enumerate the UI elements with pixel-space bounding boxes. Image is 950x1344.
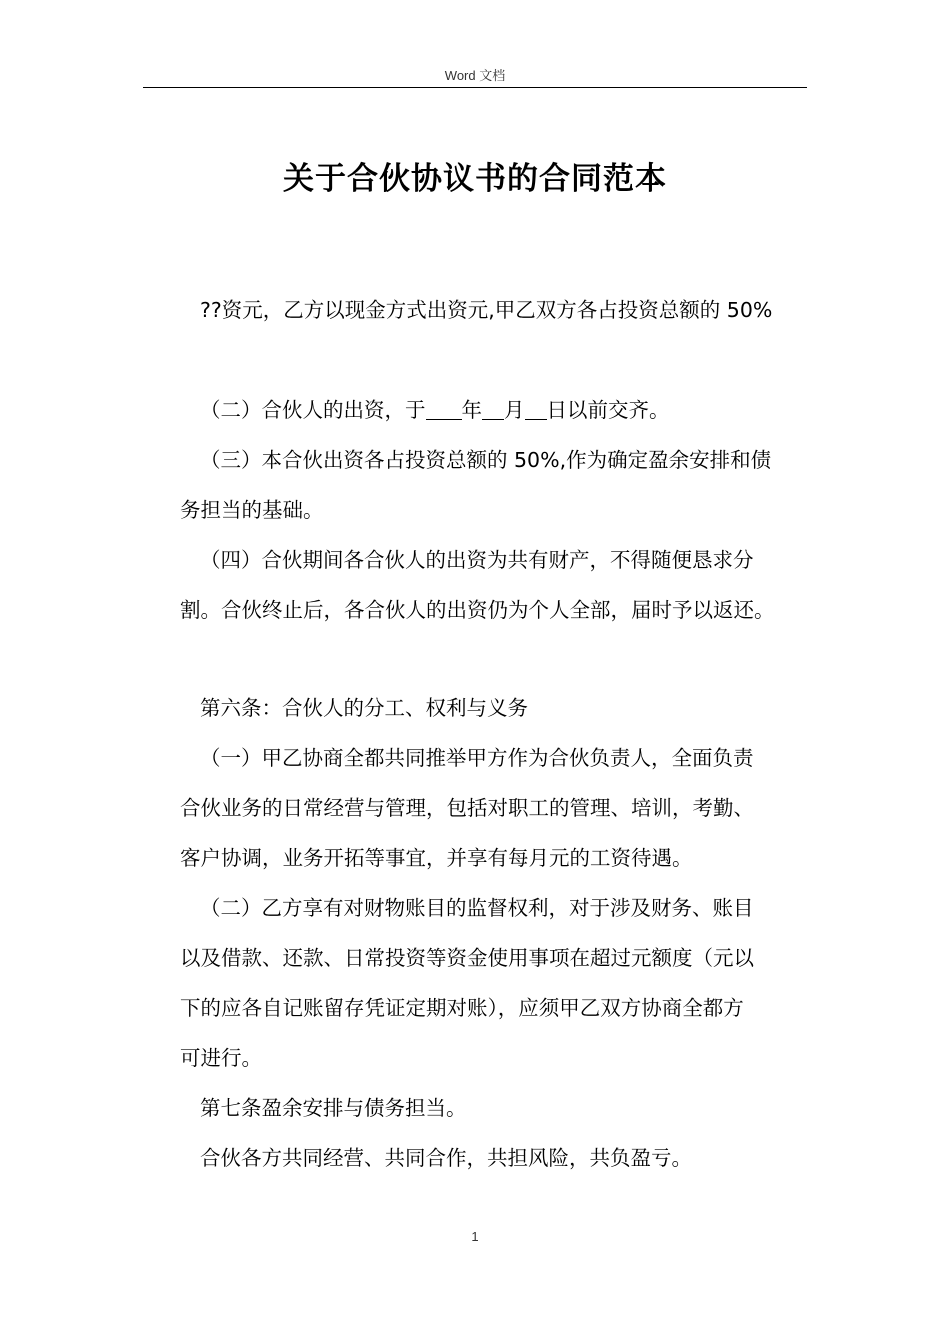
paragraph-contribution-date xyxy=(180,385,840,435)
article-heading: 第七条盈余安排与债务担当。 xyxy=(200,1096,467,1120)
paragraph-line: 务担当的基础。 xyxy=(180,498,324,522)
article-heading: 第六条：合伙人的分工、权利与义务 xyxy=(200,696,528,720)
page-number: 1 xyxy=(471,1229,479,1244)
paragraph-line: 下的应各自记账留存凭证定期对账），应须甲乙双方协商全都方 xyxy=(180,996,744,1020)
paragraph-line: 客户协调，业务开拓等事宜，并享有每月元的工资待遇。 xyxy=(180,846,693,870)
paragraph-line: 合伙各方共同经营、共同合作，共担风险，共负盈亏。 xyxy=(200,1146,692,1170)
blank-day xyxy=(525,397,547,420)
text-segment: 月 xyxy=(504,398,525,422)
paragraph-line: 以及借款、还款、日常投资等资金使用事项在超过元额度（元以 xyxy=(180,946,754,970)
text-segment: 日以前交齐。 xyxy=(546,398,670,422)
paragraph-capital: ??资元，乙方以现金方式出资元,甲乙双方各占投资总额的 50% xyxy=(200,298,773,322)
paragraph-line: 合伙业务的日常经营与管理，包括对职工的管理、培训，考勤、 xyxy=(180,796,754,820)
paragraph-line: （二）乙方享有对财物账目的监督权利，对于涉及财务、账目 xyxy=(200,896,754,920)
paragraph-line: （四）合伙期间各合伙人的出资为共有财产，不得随便恳求分 xyxy=(200,548,754,572)
text-segment: （二）合伙人的出资，于 xyxy=(200,398,426,422)
blank-year xyxy=(426,397,462,420)
paragraph-line: （一）甲乙协商全都共同推举甲方作为合伙负责人，全面负责 xyxy=(200,746,754,770)
text-segment: 年 xyxy=(461,398,482,422)
blank-month xyxy=(482,397,504,420)
paragraph-line: 割。合伙终止后，各合伙人的出资仍为个人全部，届时予以返还。 xyxy=(180,598,775,622)
header-label: Word 文档 xyxy=(444,68,506,83)
document-title: 关于合伙协议书的合同范本 xyxy=(283,161,667,197)
paragraph-line: （三）本合伙出资各占投资总额的 50%,作为确定盈余安排和债 xyxy=(200,448,772,472)
header-divider xyxy=(143,87,807,88)
paragraph-line: 可进行。 xyxy=(180,1046,262,1070)
